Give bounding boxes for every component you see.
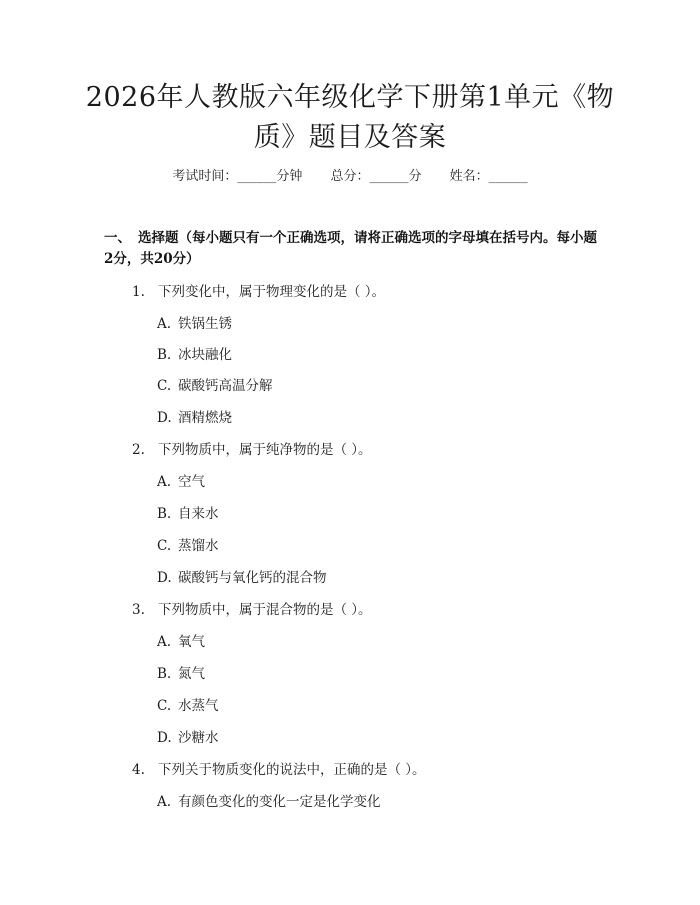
question-text: 下列关于物质变化的说法中，正确的是（ ）。 bbox=[158, 762, 426, 778]
option-letter: D. bbox=[157, 730, 172, 746]
option-text: 碳酸钙高温分解 bbox=[178, 378, 273, 394]
question-item bbox=[132, 761, 426, 779]
option-item bbox=[157, 569, 327, 587]
total-score-field: 总分：______分 bbox=[330, 169, 422, 184]
option-letter: A. bbox=[157, 474, 172, 490]
option-item bbox=[157, 633, 205, 651]
option-item bbox=[157, 409, 232, 427]
exam-time-field: 考试时间：______分钟 bbox=[172, 169, 303, 184]
exam-meta bbox=[0, 168, 700, 186]
option-text: 酒精燃烧 bbox=[178, 410, 232, 426]
question-item bbox=[132, 283, 385, 301]
option-letter: A. bbox=[157, 316, 172, 332]
section-heading bbox=[104, 228, 604, 270]
option-text: 有颜色变化的变化一定是化学变化 bbox=[178, 794, 381, 810]
option-text: 碳酸钙与氧化钙的混合物 bbox=[178, 570, 327, 586]
option-text: 铁锅生锈 bbox=[178, 316, 232, 332]
option-item bbox=[157, 473, 205, 491]
question-item bbox=[132, 441, 372, 459]
option-text: 空气 bbox=[178, 474, 205, 490]
student-name-field: 姓名：______ bbox=[449, 169, 528, 184]
option-item bbox=[157, 793, 381, 811]
question-number: 3. bbox=[132, 602, 145, 618]
option-text: 蒸馏水 bbox=[178, 538, 219, 554]
option-letter: B. bbox=[157, 347, 172, 363]
section-text: 选择题（每小题只有一个正确选项，请将正确选项的字母填在括号内。每小题2分，共20分） bbox=[104, 230, 597, 267]
option-text: 氮气 bbox=[178, 666, 205, 682]
option-item bbox=[157, 377, 273, 395]
option-letter: C. bbox=[157, 378, 172, 394]
option-letter: C. bbox=[157, 698, 172, 714]
option-letter: A. bbox=[157, 634, 172, 650]
option-text: 冰块融化 bbox=[178, 347, 232, 363]
question-number: 1. bbox=[132, 284, 145, 300]
option-item bbox=[157, 537, 219, 555]
option-letter: C. bbox=[157, 538, 172, 554]
option-item bbox=[157, 697, 219, 715]
question-number: 4. bbox=[132, 762, 145, 778]
option-item bbox=[157, 729, 219, 747]
question-text: 下列物质中，属于混合物的是（ ）。 bbox=[158, 602, 372, 618]
option-letter: D. bbox=[157, 410, 172, 426]
question-item bbox=[132, 601, 372, 619]
option-letter: B. bbox=[157, 666, 172, 682]
option-item bbox=[157, 315, 232, 333]
option-letter: D. bbox=[157, 570, 172, 586]
option-item bbox=[157, 346, 232, 364]
option-text: 自来水 bbox=[178, 506, 219, 522]
section-number: 一、 bbox=[104, 230, 131, 246]
option-text: 氧气 bbox=[178, 634, 205, 650]
option-text: 沙糖水 bbox=[178, 730, 219, 746]
option-letter: A. bbox=[157, 794, 172, 810]
question-text: 下列物质中，属于纯净物的是（ ）。 bbox=[158, 442, 372, 458]
question-number: 2. bbox=[132, 442, 145, 458]
option-item bbox=[157, 665, 205, 683]
document-title: 2026年人教版六年级化学下册第1单元《物质》题目及答案 bbox=[85, 82, 615, 153]
option-text: 水蒸气 bbox=[178, 698, 219, 714]
question-text: 下列变化中，属于物理变化的是（ ）。 bbox=[158, 284, 386, 300]
option-letter: B. bbox=[157, 506, 172, 522]
option-item bbox=[157, 505, 219, 523]
